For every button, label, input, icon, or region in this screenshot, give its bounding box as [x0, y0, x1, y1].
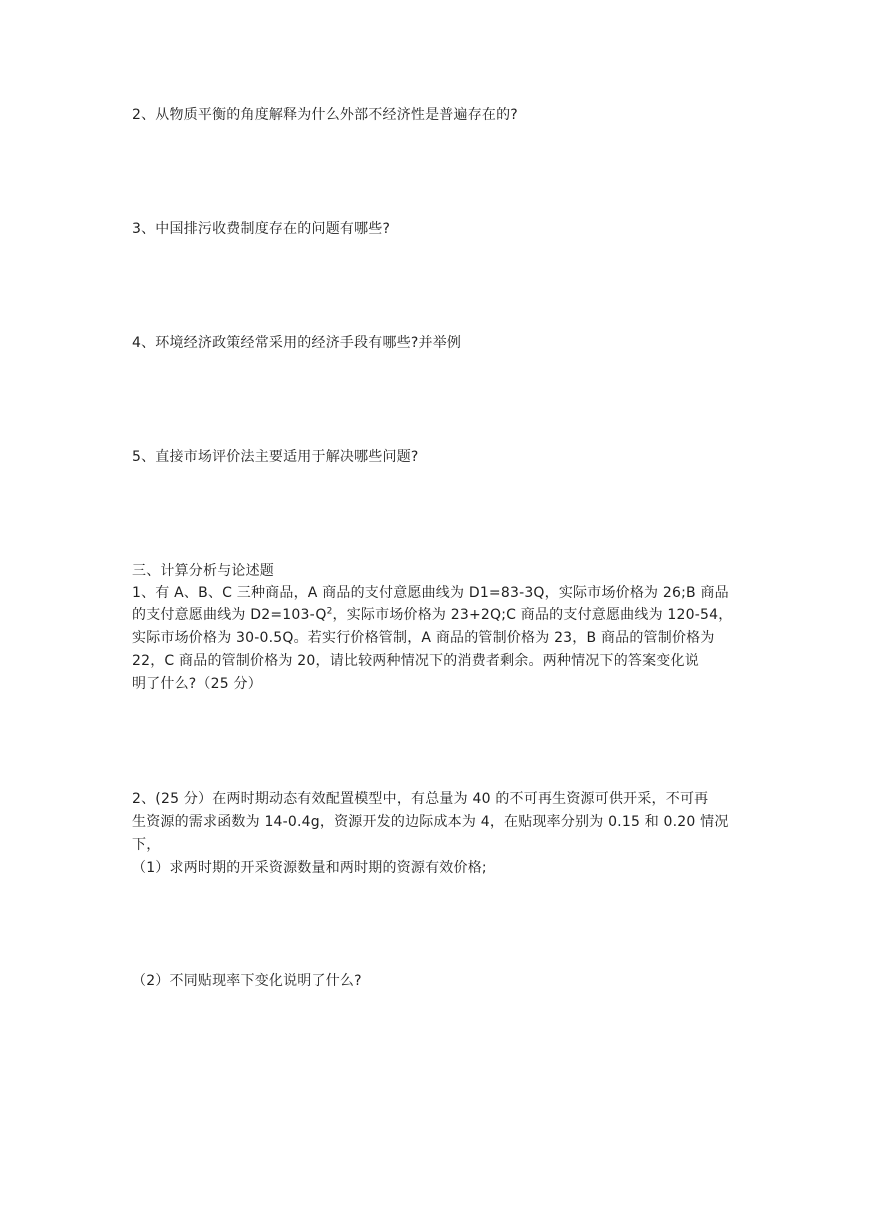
question-2: 2、从物质平衡的角度解释为什么外部不经济性是普遍存在的?	[132, 107, 518, 123]
problem-1-line-2	[132, 604, 742, 626]
problem-1-line-1: 1、有 A、B、C 三种商品，A 商品的支付意愿曲线为 D1=83-3Q，实际市场价格为 26;B 商品	[132, 585, 729, 601]
problem-2-line-1: 2、(25 分）在两时期动态有效配置模型中，有总量为 40 的不可再生资源可供开采，不可再	[132, 791, 709, 807]
problem-2-sub-1: （1）求两时期的开采资源数量和两时期的资源有效价格;	[132, 860, 487, 876]
problem-1-superscript: 2	[326, 606, 333, 617]
problem-2-line-2: 生资源的需求函数为 14-0.4g，资源开发的边际成本为 4，在贴现率分别为 0.15 和 0.20 情况	[132, 814, 729, 830]
problem-1-line-2-post: ，实际市场价格为 23+2Q;C 商品的支付意愿曲线为 120-54，	[332, 607, 733, 623]
question-5: 5、直接市场评价法主要适用于解决哪些问题?	[132, 449, 419, 465]
question-4: 4、环境经济政策经常采用的经济手段有哪些?并举例	[132, 335, 462, 351]
problem-1-line-4: 22，C 商品的管制价格为 20，请比较两种情况下的消费者剩余。两种情况下的答案变化说	[132, 653, 699, 669]
problem-1-line-5: 明了什么?（25 分）	[132, 676, 262, 692]
section-3-heading: 三、计算分析与论述题	[132, 563, 274, 579]
problem-2-sub-2: （2）不同贴现率下变化说明了什么?	[132, 973, 362, 989]
problem-1-line-3: 实际市场价格为 30-0.5Q。若实行价格管制，A 商品的管制价格为 23，B 商品的管制价格为	[132, 630, 715, 646]
problem-2-line-3: 下，	[132, 837, 161, 853]
problem-1-line-2-pre: 的支付意愿曲线为 D2=103-Q	[132, 607, 327, 623]
question-3: 3、中国排污收费制度存在的问题有哪些?	[132, 221, 391, 237]
